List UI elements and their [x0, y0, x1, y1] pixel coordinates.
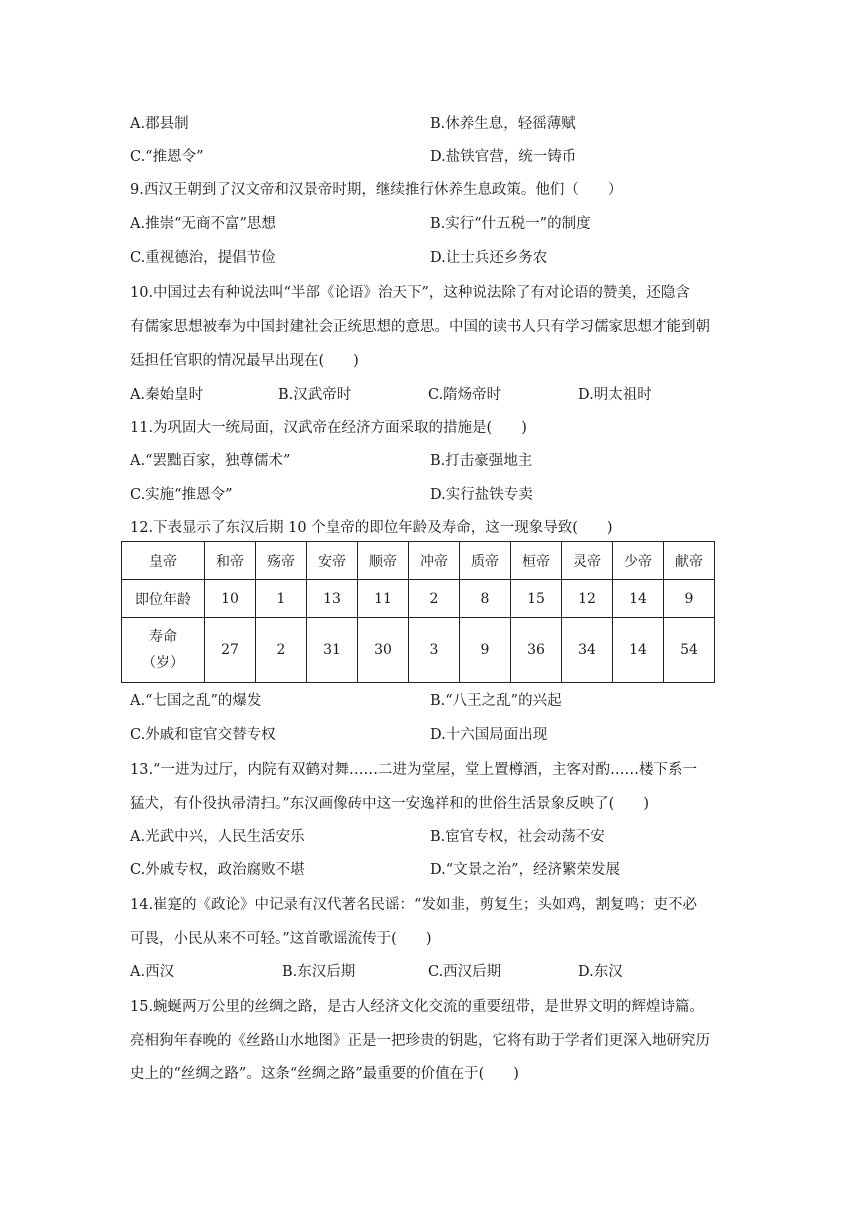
table-row-accession-age	[122, 580, 715, 618]
table-cell: 殇帝	[256, 542, 307, 580]
q8-options-row-2	[130, 145, 750, 167]
table-cell: 15	[511, 580, 562, 618]
table-cell: 3	[409, 618, 460, 683]
q10-stem-line-3: 廷担任官职的情况最早出现在( )	[130, 353, 359, 369]
table-cell: 冲帝	[409, 542, 460, 580]
q8-option-d: D.盐铁官营，统一铸币	[430, 149, 577, 165]
q12-options-row-2	[130, 723, 750, 745]
q8-option-c: C.“推恩令”	[130, 149, 204, 165]
table-cell: 顺帝	[358, 542, 409, 580]
q12-options-row-1	[130, 689, 750, 711]
table-cell: 36	[511, 618, 562, 683]
q9-option-a: A.推崇“无商不富”思想	[130, 216, 276, 232]
table-cell: 54	[664, 618, 715, 683]
table-cell: 27	[205, 618, 256, 683]
q8-options-row-1	[130, 112, 750, 134]
q12-option-c: C.外戚和宦官交替专权	[130, 727, 276, 743]
q8-option-a: A.郡县制	[130, 116, 189, 132]
q14-option-d: D.东汉	[578, 964, 623, 980]
q14-stem-line-1: 14.崔寔的《政论》中记录有汉代著名民谣：“发如韭，剪复生；头如鸡，割复鸣；吏不必	[130, 897, 697, 913]
table-cell: 9	[460, 618, 511, 683]
q10-option-d: D.明太祖时	[578, 387, 652, 403]
q10-option-b: B.汉武帝时	[278, 387, 352, 403]
q15-stem-line-1: 15.蜿蜒两万公里的丝绸之路，是古人经济文化交流的重要纽带，是世界文明的辉煌诗篇。	[130, 999, 705, 1015]
q14-options-row	[130, 960, 750, 982]
q14-option-b: B.东汉后期	[282, 964, 356, 980]
q13-option-d: D.“文景之治”，经济繁荣发展	[430, 862, 621, 878]
table-cell: 灵帝	[562, 542, 613, 580]
q9-option-c: C.重视德治，提倡节俭	[130, 250, 276, 266]
table-cell: 13	[307, 580, 358, 618]
q9-stem: 9.西汉王朝到了汉文帝和汉景帝时期，继续推行休养生息政策。他们（ ）	[130, 182, 623, 198]
table-cell: 31	[307, 618, 358, 683]
table-cell: 和帝	[205, 542, 256, 580]
q11-option-d: D.实行盐铁专卖	[430, 487, 533, 503]
table-cell: 30	[358, 618, 409, 683]
q8-option-b: B.休养生息，轻徭薄赋	[430, 116, 576, 132]
table-cell: 献帝	[664, 542, 715, 580]
table-cell: 安帝	[307, 542, 358, 580]
table-header-lifespan	[122, 618, 205, 683]
q13-stem-line-2: 猛犬，有仆役执帚清扫。”东汉画像砖中这一安逸祥和的世俗生活景象反映了( )	[130, 796, 649, 812]
q9-options-row-1	[130, 212, 750, 234]
table-row-emperors	[122, 542, 715, 580]
q15-stem-line-3: 史上的“丝绸之路”。这条“丝绸之路”最重要的价值在于( )	[130, 1066, 519, 1082]
q9-option-d: D.让士兵还乡务农	[430, 250, 548, 266]
q10-option-a: A.秦始皇时	[130, 387, 204, 403]
table-cell: 14	[613, 618, 664, 683]
table-cell: 34	[562, 618, 613, 683]
q15-stem-line-2: 亮相狗年春晚的《丝路山水地图》正是一把珍贵的钥匙，它将有助于学者们更深入地研究历	[130, 1033, 710, 1049]
q11-options-row-2	[130, 483, 750, 505]
q13-options-row-2	[130, 858, 750, 880]
q11-option-a: A.“罢黜百家，独尊儒术”	[130, 453, 291, 469]
table-cell: 11	[358, 580, 409, 618]
q11-stem: 11.为巩固大一统局面，汉武帝在经济方面采取的措施是( )	[130, 420, 527, 436]
q10-option-c: C.隋炀帝时	[428, 387, 502, 403]
q14-option-c: C.西汉后期	[428, 964, 502, 980]
q13-option-c: C.外戚专权，政治腐败不堪	[130, 862, 305, 878]
table-cell: 2	[409, 580, 460, 618]
table-row-lifespan	[122, 618, 715, 683]
q12-option-a: A.“七国之乱”的爆发	[130, 693, 262, 709]
q10-stem-line-1: 10.中国过去有种说法叫“半部《论语》治天下”，这种说法除了有对论语的赞美，还隐含	[130, 285, 690, 301]
table-cell: 9	[664, 580, 715, 618]
q12-option-b: B.“八王之乱”的兴起	[430, 693, 562, 709]
q13-stem-line-1: 13.“一进为过厅，内院有双鹤对舞……二进为堂屋，堂上置樽酒，主客对酌……楼下系一	[130, 762, 697, 778]
table-cell: 14	[613, 580, 664, 618]
lifespan-label: 寿命	[149, 629, 177, 645]
table-cell: 8	[460, 580, 511, 618]
table-cell: 桓帝	[511, 542, 562, 580]
q14-stem-line-2: 可畏，小民从来不可轻。”这首歌谣流传于( )	[130, 931, 432, 947]
q9-option-b: B.实行“什五税一”的制度	[430, 216, 591, 232]
table-cell: 少帝	[613, 542, 664, 580]
q11-option-b: B.打击豪强地主	[430, 453, 533, 469]
q11-option-c: C.实施“推恩令”	[130, 487, 233, 503]
q10-stem-line-2: 有儒家思想被奉为中国封建社会正统思想的意思。中国的读书人只有学习儒家思想才能到朝	[130, 319, 710, 335]
q13-option-b: B.宦官专权，社会动荡不安	[430, 829, 605, 845]
q9-options-row-2	[130, 246, 750, 268]
q14-option-a: A.西汉	[130, 964, 175, 980]
q12-stem: 12.下表显示了东汉后期 10 个皇帝的即位年龄及寿命，这一现象导致( )	[130, 520, 613, 536]
q10-options-row	[130, 383, 750, 405]
table-cell: 2	[256, 618, 307, 683]
emperor-table	[121, 541, 715, 683]
table-header-emperor: 皇帝	[122, 542, 205, 580]
q11-options-row-1	[130, 449, 750, 471]
table-cell: 质帝	[460, 542, 511, 580]
table-cell: 12	[562, 580, 613, 618]
table-header-accession-age: 即位年龄	[122, 580, 205, 618]
table-cell: 10	[205, 580, 256, 618]
table-cell: 1	[256, 580, 307, 618]
q12-option-d: D.十六国局面出现	[430, 727, 548, 743]
q13-option-a: A.光武中兴，人民生活安乐	[130, 829, 305, 845]
q13-options-row-1	[130, 825, 750, 847]
lifespan-unit: （岁）	[142, 655, 184, 671]
